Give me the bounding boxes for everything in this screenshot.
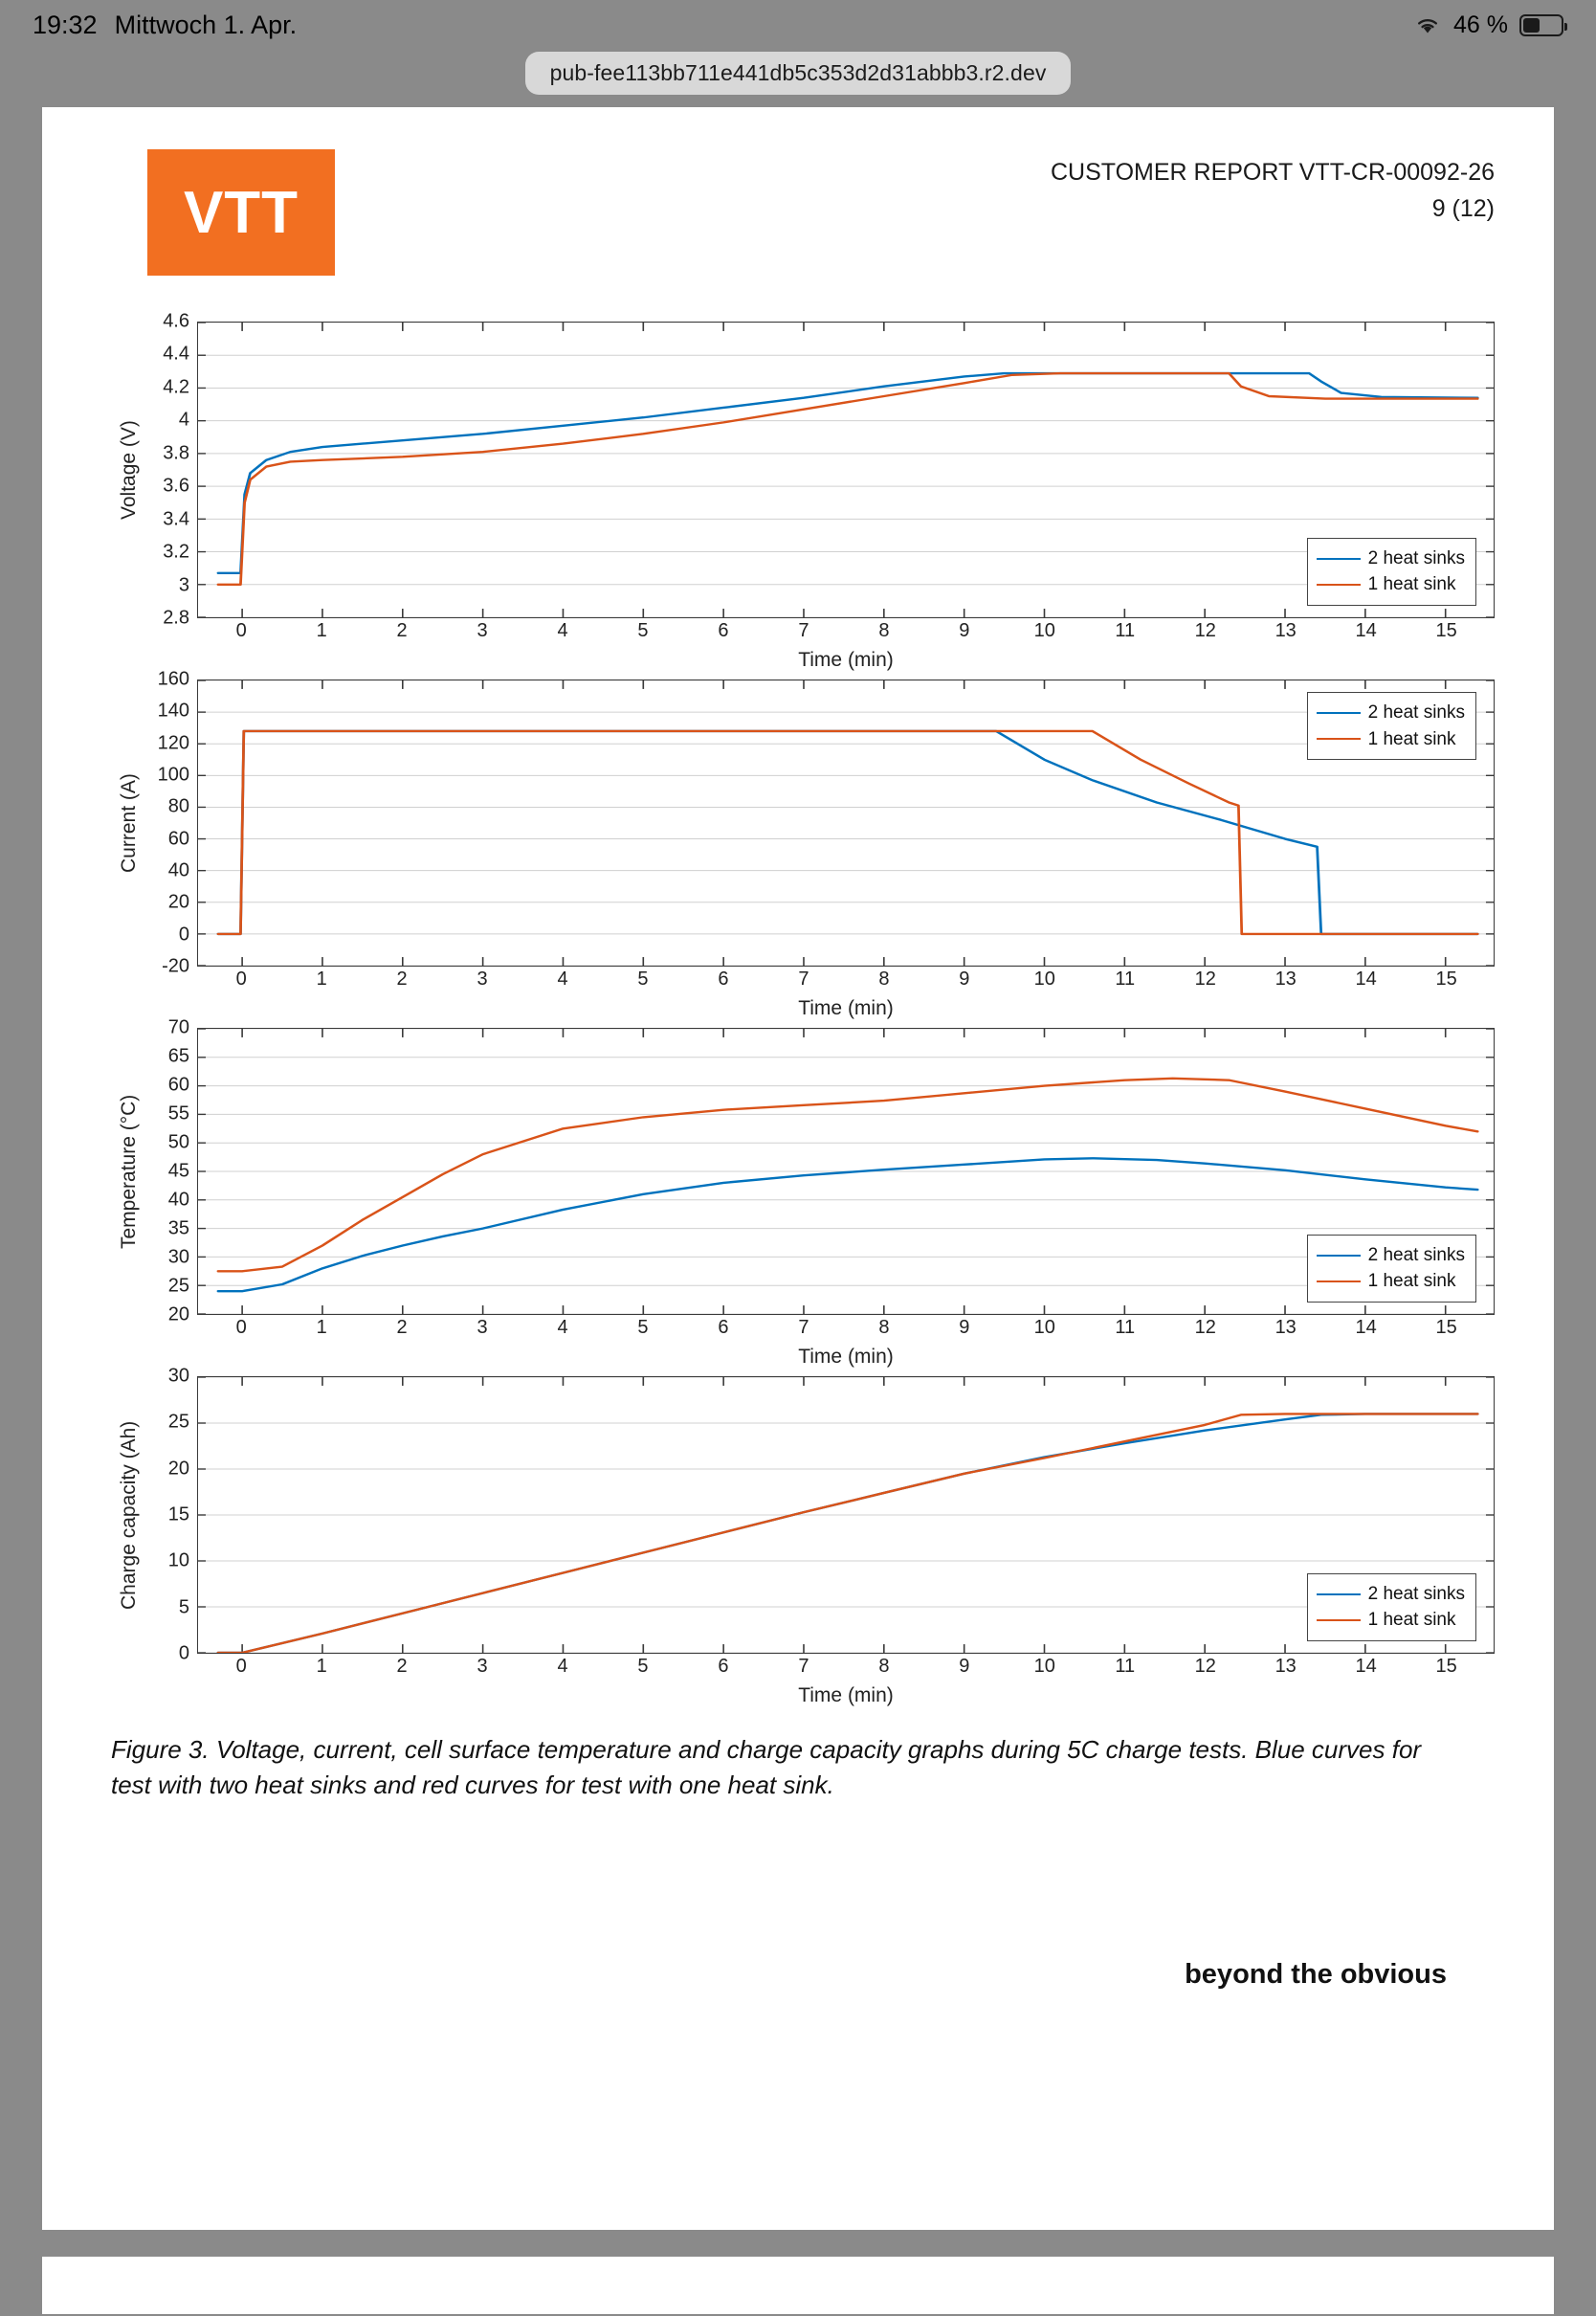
x-tick: 9 xyxy=(959,969,970,990)
x-tick: 13 xyxy=(1275,1317,1297,1338)
x-tick: 12 xyxy=(1194,1656,1216,1677)
x-tick: 6 xyxy=(718,1656,729,1677)
address-bar[interactable]: pub-fee113bb711e441db5c353d2d31abbb3.r2.dev xyxy=(525,52,1072,95)
x-tick: 6 xyxy=(718,1317,729,1338)
x-tick: 9 xyxy=(959,620,970,641)
y-tick-labels xyxy=(144,310,197,629)
y-tick: 3.8 xyxy=(163,442,189,464)
legend-line-icon xyxy=(1317,1593,1361,1595)
chart-2 xyxy=(115,668,1495,1020)
x-tick: 15 xyxy=(1435,1656,1457,1677)
legend-entry xyxy=(1317,1268,1465,1295)
x-tick: 14 xyxy=(1355,620,1377,641)
x-tick: 11 xyxy=(1115,1656,1136,1677)
y-tick: 25 xyxy=(167,1275,189,1297)
x-tick: 3 xyxy=(477,969,488,990)
x-tick: 5 xyxy=(637,969,649,990)
x-tick: 5 xyxy=(637,1317,649,1338)
x-tick: 8 xyxy=(878,969,890,990)
x-tick: 2 xyxy=(396,969,408,990)
legend-line-icon xyxy=(1317,1255,1361,1257)
legend-entry xyxy=(1317,1581,1465,1608)
x-tick: 1 xyxy=(316,969,327,990)
y-tick: -20 xyxy=(162,955,189,977)
x-tick: 15 xyxy=(1435,1317,1457,1338)
y-tick: 70 xyxy=(167,1016,189,1038)
legend-entry xyxy=(1317,726,1465,753)
x-tick-labels xyxy=(197,1654,1495,1682)
y-tick: 10 xyxy=(167,1549,189,1571)
x-tick: 1 xyxy=(316,620,327,641)
x-axis-label: Time (min) xyxy=(798,1684,894,1706)
report-header-text xyxy=(1051,149,1495,227)
y-tick: 40 xyxy=(167,859,189,881)
x-tick: 11 xyxy=(1115,969,1136,990)
x-tick: 9 xyxy=(959,1317,970,1338)
x-tick: 7 xyxy=(798,969,809,990)
y-tick: 20 xyxy=(167,891,189,913)
x-tick-labels xyxy=(197,967,1495,995)
x-tick: 4 xyxy=(557,1317,568,1338)
x-tick: 13 xyxy=(1275,620,1297,641)
page-number: 9 (12) xyxy=(1431,194,1495,222)
chart-legend xyxy=(1307,538,1476,606)
legend-line-icon xyxy=(1317,712,1361,714)
y-axis-label: Current (A) xyxy=(118,773,140,873)
chart-legend xyxy=(1307,1573,1476,1641)
chart-1 xyxy=(115,310,1495,672)
y-tick: 20 xyxy=(167,1303,189,1325)
y-tick: 60 xyxy=(167,1074,189,1096)
vtt-logo-text: VTT xyxy=(183,179,299,246)
legend-line-icon xyxy=(1317,1280,1361,1282)
legend-entry xyxy=(1317,1242,1465,1269)
x-tick: 3 xyxy=(477,1656,488,1677)
x-tick: 11 xyxy=(1115,1317,1136,1338)
y-tick: 100 xyxy=(157,764,189,786)
legend-label: 1 heat sink xyxy=(1367,574,1456,595)
x-tick: 2 xyxy=(396,620,408,641)
status-date: Mittwoch 1. Apr. xyxy=(114,10,298,39)
pdf-scroll-container[interactable] xyxy=(42,107,1554,2316)
y-tick: 0 xyxy=(178,1642,189,1664)
y-tick: 55 xyxy=(167,1102,189,1125)
x-tick: 8 xyxy=(878,620,890,641)
x-tick: 0 xyxy=(235,1317,247,1338)
x-tick: 6 xyxy=(718,969,729,990)
x-tick: 8 xyxy=(878,1656,890,1677)
x-tick: 2 xyxy=(396,1656,408,1677)
x-tick: 15 xyxy=(1435,620,1457,641)
y-tick: 3.4 xyxy=(163,508,189,530)
legend-entry xyxy=(1317,571,1465,598)
y-tick: 35 xyxy=(167,1217,189,1239)
x-tick: 7 xyxy=(798,620,809,641)
y-tick: 160 xyxy=(157,668,189,690)
legend-label: 2 heat sinks xyxy=(1367,1583,1465,1604)
y-tick: 3.6 xyxy=(163,475,189,497)
legend-entry xyxy=(1317,1607,1465,1634)
x-tick: 13 xyxy=(1275,969,1297,990)
x-tick: 0 xyxy=(235,969,247,990)
y-tick: 3.2 xyxy=(163,541,189,563)
y-tick: 40 xyxy=(167,1189,189,1211)
y-tick: 120 xyxy=(157,732,189,754)
y-tick: 4 xyxy=(178,409,189,431)
x-tick: 14 xyxy=(1355,1656,1377,1677)
chart-legend xyxy=(1307,692,1476,760)
x-tick: 10 xyxy=(1033,969,1055,990)
vtt-logo xyxy=(147,149,335,276)
plot-area xyxy=(197,679,1495,967)
y-tick: 30 xyxy=(167,1246,189,1268)
x-tick: 7 xyxy=(798,1317,809,1338)
y-axis-label: Voltage (V) xyxy=(118,420,140,520)
x-tick: 5 xyxy=(637,1656,649,1677)
pdf-next-page xyxy=(42,2257,1554,2314)
legend-entry xyxy=(1317,700,1465,726)
plot-area xyxy=(197,1028,1495,1315)
x-tick: 0 xyxy=(235,620,247,641)
x-axis-label: Time (min) xyxy=(798,1346,894,1368)
plot-area xyxy=(197,322,1495,618)
x-tick: 1 xyxy=(316,1317,327,1338)
document-header xyxy=(101,149,1495,276)
x-tick: 5 xyxy=(637,620,649,641)
x-tick: 15 xyxy=(1435,969,1457,990)
y-tick: 5 xyxy=(178,1596,189,1618)
y-tick: 2.8 xyxy=(163,607,189,629)
x-tick: 14 xyxy=(1355,969,1377,990)
x-tick: 1 xyxy=(316,1656,327,1677)
wifi-icon xyxy=(1413,14,1442,35)
battery-icon xyxy=(1519,14,1563,36)
y-axis-label: Charge capacity (Ah) xyxy=(118,1420,140,1610)
y-tick-labels xyxy=(144,1016,197,1325)
legend-line-icon xyxy=(1317,1619,1361,1621)
y-tick: 65 xyxy=(167,1045,189,1067)
y-tick: 4.4 xyxy=(163,343,189,365)
x-tick: 12 xyxy=(1194,1317,1216,1338)
report-id: CUSTOMER REPORT VTT-CR-00092-26 xyxy=(1050,159,1495,186)
status-time: 19:32 xyxy=(33,10,98,39)
legend-label: 2 heat sinks xyxy=(1367,702,1465,723)
x-tick: 2 xyxy=(396,1317,408,1338)
y-tick: 15 xyxy=(167,1503,189,1525)
x-tick: 8 xyxy=(878,1317,890,1338)
y-tick: 3 xyxy=(178,574,189,596)
battery-percent-label: 46 % xyxy=(1453,11,1508,38)
browser-toolbar xyxy=(0,50,1596,96)
y-tick: 140 xyxy=(157,700,189,722)
plot-area xyxy=(197,1376,1495,1654)
legend-label: 1 heat sink xyxy=(1367,1610,1456,1631)
x-tick: 9 xyxy=(959,1656,970,1677)
x-tick: 3 xyxy=(477,1317,488,1338)
vtt-tagline: beyond the obvious xyxy=(1185,1959,1447,1990)
x-tick: 10 xyxy=(1033,620,1055,641)
y-axis-label: Temperature (°C) xyxy=(118,1094,140,1249)
x-tick-labels xyxy=(197,618,1495,647)
y-tick-labels xyxy=(144,668,197,977)
x-tick: 10 xyxy=(1033,1317,1055,1338)
chart-legend xyxy=(1307,1235,1476,1303)
y-tick: 80 xyxy=(167,795,189,817)
legend-entry xyxy=(1317,546,1465,572)
x-tick: 3 xyxy=(477,620,488,641)
x-tick: 10 xyxy=(1033,1656,1055,1677)
y-tick: 0 xyxy=(178,924,189,946)
legend-label: 2 heat sinks xyxy=(1367,1244,1465,1265)
y-tick: 4.2 xyxy=(163,376,189,398)
x-tick-labels xyxy=(197,1315,1495,1344)
y-tick: 4.6 xyxy=(163,310,189,332)
y-tick: 20 xyxy=(167,1458,189,1480)
x-tick: 13 xyxy=(1275,1656,1297,1677)
figure-charts xyxy=(101,310,1495,1707)
chart-4 xyxy=(115,1365,1495,1707)
y-tick: 30 xyxy=(167,1365,189,1387)
legend-label: 1 heat sink xyxy=(1367,728,1456,749)
chart-3 xyxy=(115,1016,1495,1369)
x-axis-label: Time (min) xyxy=(798,997,894,1019)
y-tick: 45 xyxy=(167,1160,189,1182)
legend-line-icon xyxy=(1317,584,1361,586)
figure-caption: Figure 3. Voltage, current, cell surface temperature and charge capacity graphs during 5C charge tests. Blue curves for test with two heat sinks and red curves for test with one heat sink. xyxy=(111,1735,1422,1799)
legend-line-icon xyxy=(1317,738,1361,740)
x-tick: 12 xyxy=(1194,620,1216,641)
x-tick: 4 xyxy=(557,1656,568,1677)
legend-label: 1 heat sink xyxy=(1367,1271,1456,1292)
y-tick: 50 xyxy=(167,1131,189,1153)
y-tick-labels xyxy=(144,1365,197,1664)
x-tick: 0 xyxy=(235,1656,247,1677)
x-tick: 14 xyxy=(1355,1317,1377,1338)
legend-line-icon xyxy=(1317,558,1361,560)
x-tick: 4 xyxy=(557,969,568,990)
y-tick: 60 xyxy=(167,828,189,850)
x-tick: 6 xyxy=(718,620,729,641)
pdf-page xyxy=(42,107,1554,2230)
x-tick: 12 xyxy=(1194,969,1216,990)
ios-status-bar xyxy=(0,0,1596,50)
legend-label: 2 heat sinks xyxy=(1367,547,1465,568)
y-tick: 25 xyxy=(167,1411,189,1433)
x-axis-label: Time (min) xyxy=(798,649,894,671)
x-tick: 7 xyxy=(798,1656,809,1677)
x-tick: 4 xyxy=(557,620,568,641)
x-tick: 11 xyxy=(1115,620,1136,641)
